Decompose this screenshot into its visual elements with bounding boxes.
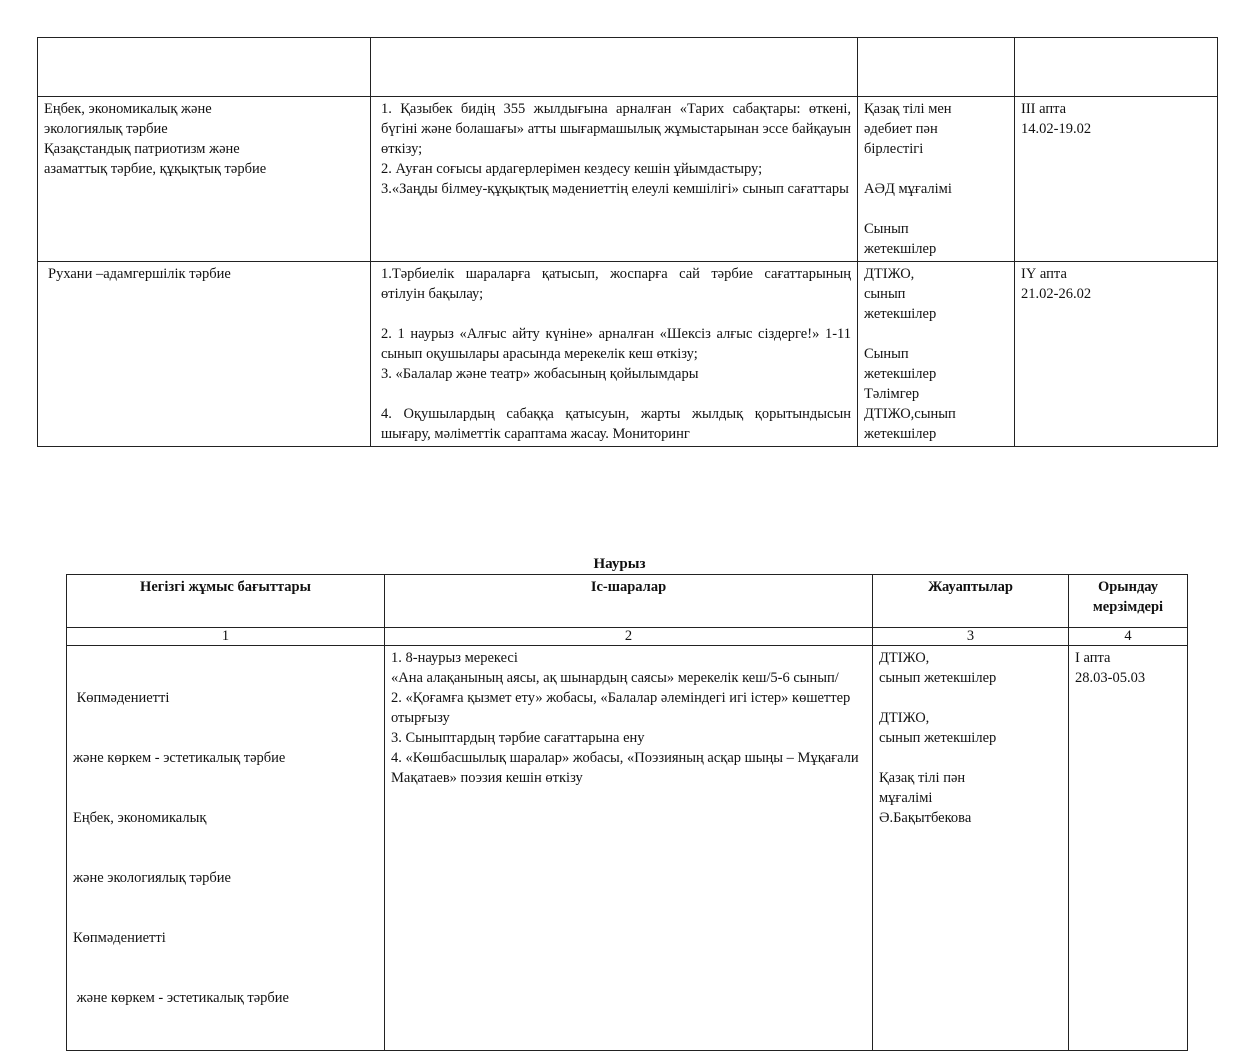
events-cell: 1. 8-наурыз мерекесі «Ана алақанының аясы, ақ шынардың саясы» мерекелік кеш/5-6 сынып/ 2. «Қоғамға қызмет ету» жобасы, «Балалар әлеміндегі игі істер» көшеттер отырғызу 3. Сыныптардың тәрбие сағаттарына ену 4. «Көшбасшылық шаралар» жобасы, «Поэзияның асқар шыңы – Мұқағали Мақатаев» поэзия кешін өткізу	[385, 646, 873, 1051]
column-header-directions: Негізгі жұмыс бағыттары	[67, 575, 385, 628]
column-header-responsible: Жауаптылар	[873, 575, 1069, 628]
month-title: Наурыз	[593, 556, 646, 572]
column-number: 2	[385, 628, 873, 646]
column-numbers-row	[67, 628, 1188, 646]
table-row	[38, 38, 1218, 97]
direction-cell: Еңбек, экономикалық және экологиялық тәрбие Қазақстандық патриотизм және азаматтық тәрбие, құқықтық тәрбие	[38, 97, 371, 262]
column-header-events: Іс-шаралар	[385, 575, 873, 628]
period-cell: ІІІ апта 14.02-19.02	[1015, 97, 1218, 262]
responsible-cell: ДТІЖО, сынып жетекшілер ДТІЖО, сынып жетекшілер Қазақ тілі пән мұғалімі Ә.Бақытбекова	[873, 646, 1069, 1051]
direction-cell: Рухани –адамгершілік тәрбие	[38, 262, 371, 447]
plan-table-february	[37, 37, 1218, 447]
table-row	[38, 262, 1218, 447]
responsible-cell: Қазақ тілі мен әдебиет пән бірлестігі АӘД мұғалімі Сынып жетекшілер	[858, 97, 1015, 262]
header-row	[67, 575, 1188, 628]
table-row	[67, 646, 1188, 1051]
column-number: 3	[873, 628, 1069, 646]
events-cell: 1.Тәрбиелік шараларға қатысып, жоспарға сай тәрбие сағаттарының өтілуін бақылау; 2. 1 наурыз «Алғыс айту күніне» арналған «Шексіз алғыс сіздерге!» 1-11 сынып оқушылары арасында мерекелік кеш өткізу; 3. «Балалар және театр» жобасының қойылымдары 4. Оқушылардың сабаққа қатысуын, жарты жылдық қорытындысын шығару, мәліметтік сараптама жасау. Мониторинг	[371, 262, 858, 447]
period-cell: ІҮ апта 21.02-26.02	[1015, 262, 1218, 447]
table-row	[38, 97, 1218, 262]
direction-cell: Көпмәдениетті және көркем - эстетикалық тәрбие Еңбек, экономикалық және экологиялық тәрбие Көпмәдениетті және көркем - эстетикалық тәрбие	[67, 646, 385, 1051]
column-header-deadlines: Орындау мерзімдері	[1069, 575, 1188, 628]
column-number: 1	[67, 628, 385, 646]
column-number: 4	[1069, 628, 1188, 646]
plan-table-march	[66, 574, 1188, 1051]
period-cell: І апта 28.03-05.03	[1069, 646, 1188, 1051]
responsible-cell: ДТІЖО, сынып жетекшілер Сынып жетекшілер Тәлімгер ДТІЖО,сынып жетекшілер	[858, 262, 1015, 447]
events-cell: 1. Қазыбек бидің 355 жылдығына арналған «Тарих сабақтары: өткені, бүгіні және болашағы» атты шығармашылық жұмыстарынан эссе байқауын өткізу; 2. Ауған соғысы ардагерлерімен кездесу кешін ұйымдастыру; 3.«Заңды білмеу-құқықтық мәдениеттің елеулі кемшілігі» сынып сағаттары	[371, 97, 858, 262]
